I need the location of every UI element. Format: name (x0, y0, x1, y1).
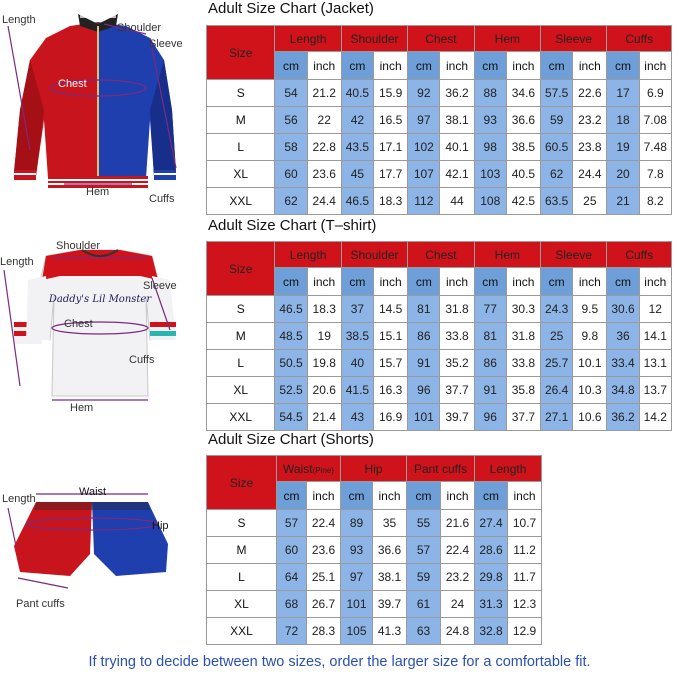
cm-value: 60 (275, 161, 307, 188)
cm-value: 96 (474, 404, 506, 431)
size-label: XXL (207, 404, 275, 431)
cm-value: 57.5 (541, 80, 573, 107)
cm-value: 108 (474, 188, 506, 215)
unit-cm: cm (541, 52, 573, 80)
inch-value: 41.3 (373, 618, 407, 645)
inch-value: 23.2 (573, 107, 607, 134)
unit-cm: cm (474, 268, 506, 296)
cm-value: 19 (607, 134, 639, 161)
cm-value: 68 (277, 591, 307, 618)
inch-value: 39.7 (440, 404, 474, 431)
jacket-label-length: Length (2, 14, 36, 26)
table-row (207, 591, 542, 618)
size-label: M (207, 537, 277, 564)
cm-value: 86 (474, 350, 506, 377)
cm-value: 40 (341, 350, 373, 377)
col-chest: Chest (408, 26, 474, 52)
cm-value: 88 (474, 80, 506, 107)
shorts-label-length: Length (2, 493, 36, 505)
table-row (207, 323, 672, 350)
unit-inch: inch (441, 482, 475, 510)
tshirt-label-length: Length (0, 256, 34, 268)
size-label: S (207, 510, 277, 537)
inch-value: 38.5 (506, 134, 540, 161)
inch-value: 40.1 (440, 134, 474, 161)
inch-value: 15.9 (374, 80, 408, 107)
tshirt-size-table (206, 241, 672, 431)
inch-value: 44 (440, 188, 474, 215)
inch-value: 22.6 (573, 80, 607, 107)
cm-value: 91 (408, 350, 440, 377)
inch-value: 23.2 (441, 564, 475, 591)
cm-value: 62 (275, 188, 307, 215)
inch-value: 18.3 (307, 296, 341, 323)
inch-value: 7.8 (639, 161, 671, 188)
unit-inch: inch (508, 482, 542, 510)
cm-value: 93 (341, 537, 373, 564)
inch-value: 22.4 (441, 537, 475, 564)
inch-value: 10.1 (573, 350, 607, 377)
cm-value: 48.5 (275, 323, 307, 350)
inch-value: 33.8 (506, 350, 540, 377)
size-label: XL (207, 161, 275, 188)
table-row (207, 537, 542, 564)
inch-value: 16.5 (374, 107, 408, 134)
table-row (207, 404, 672, 431)
shorts-chart-title: Adult Size Chart (Shorts) (208, 431, 374, 448)
cm-value: 102 (408, 134, 440, 161)
unit-cm: cm (607, 268, 639, 296)
cm-value: 60 (277, 537, 307, 564)
inch-value: 38.1 (373, 564, 407, 591)
cm-value: 97 (408, 107, 440, 134)
inch-value: 38.1 (440, 107, 474, 134)
jacket-label-chest: Chest (58, 78, 87, 90)
inch-value: 24.8 (441, 618, 475, 645)
inch-value: 8.2 (639, 188, 671, 215)
table-row (207, 107, 672, 134)
inch-value: 9.5 (573, 296, 607, 323)
inch-value: 14.5 (374, 296, 408, 323)
inch-value: 28.3 (307, 618, 341, 645)
size-label: M (207, 323, 275, 350)
col-sleeve: Sleeve (541, 26, 607, 52)
size-header: Size (207, 456, 277, 510)
cm-value: 91 (474, 377, 506, 404)
cm-value: 93 (474, 107, 506, 134)
inch-value: 22 (307, 107, 341, 134)
cm-value: 41.5 (341, 377, 373, 404)
cm-value: 92 (408, 80, 440, 107)
inch-value: 31.8 (506, 323, 540, 350)
cm-value: 107 (408, 161, 440, 188)
cm-value: 32.8 (475, 618, 508, 645)
tshirt-print-text: Daddy's Lil Monster (48, 294, 152, 305)
unit-inch: inch (506, 52, 540, 80)
cm-value: 45 (341, 161, 373, 188)
inch-value: 21.2 (307, 80, 341, 107)
inch-value: 33.8 (440, 323, 474, 350)
unit-inch: inch (639, 268, 671, 296)
cm-value: 59 (541, 107, 573, 134)
col-length: Length (275, 26, 341, 52)
inch-value: 17.1 (374, 134, 408, 161)
unit-cm: cm (341, 482, 373, 510)
inch-value: 14.2 (639, 404, 671, 431)
table-row (207, 618, 542, 645)
inch-value: 15.1 (374, 323, 408, 350)
unit-inch: inch (374, 268, 408, 296)
cm-value: 46.5 (341, 188, 373, 215)
cm-value: 57 (277, 510, 307, 537)
inch-value: 26.7 (307, 591, 341, 618)
cm-value: 105 (341, 618, 373, 645)
cm-value: 112 (408, 188, 440, 215)
cm-value: 24.3 (541, 296, 573, 323)
table-row (207, 134, 672, 161)
cm-value: 25.7 (541, 350, 573, 377)
table-row (207, 350, 672, 377)
inch-value: 11.7 (508, 564, 542, 591)
inch-value: 36.6 (506, 107, 540, 134)
cm-value: 86 (408, 323, 440, 350)
inch-value: 21.6 (441, 510, 475, 537)
inch-value: 24.4 (573, 161, 607, 188)
cm-value: 97 (341, 564, 373, 591)
inch-value: 16.9 (374, 404, 408, 431)
cm-value: 81 (474, 323, 506, 350)
size-label: M (207, 107, 275, 134)
cm-value: 40.5 (341, 80, 373, 107)
cm-value: 43.5 (341, 134, 373, 161)
size-header: Size (207, 242, 275, 296)
col-shoulder: Shoulder (341, 26, 407, 52)
unit-cm: cm (341, 268, 373, 296)
cm-value: 58 (275, 134, 307, 161)
inch-value: 15.7 (374, 350, 408, 377)
cm-value: 17 (607, 80, 639, 107)
table-row (207, 296, 672, 323)
unit-inch: inch (573, 268, 607, 296)
unit-inch: inch (373, 482, 407, 510)
unit-cm: cm (275, 268, 307, 296)
col-hip: Hip (341, 456, 407, 482)
shorts-red-half (14, 502, 92, 576)
table-row (207, 510, 542, 537)
cm-value: 63.5 (541, 188, 573, 215)
cm-value: 46.5 (275, 296, 307, 323)
unit-row (207, 52, 672, 80)
cm-value: 30.6 (607, 296, 639, 323)
unit-inch: inch (440, 268, 474, 296)
col-hem: Hem (474, 26, 540, 52)
unit-cm: cm (341, 52, 373, 80)
unit-cm: cm (475, 482, 508, 510)
inch-value: 6.9 (639, 80, 671, 107)
inch-value: 12.3 (508, 591, 542, 618)
inch-value: 7.08 (639, 107, 671, 134)
cm-value: 72 (277, 618, 307, 645)
inch-value: 25 (573, 188, 607, 215)
inch-value: 14.1 (639, 323, 671, 350)
unit-inch: inch (440, 52, 474, 80)
tshirt-label-cuffs: Cuffs (129, 354, 155, 366)
inch-value: 35 (373, 510, 407, 537)
cm-value: 33.4 (607, 350, 639, 377)
unit-inch: inch (374, 52, 408, 80)
col-cuffs: Cuffs (607, 242, 672, 268)
inch-value: 7.48 (639, 134, 671, 161)
cm-value: 54.5 (275, 404, 307, 431)
jacket-label-cuffs: Cuffs (149, 193, 175, 205)
inch-value: 22.8 (307, 134, 341, 161)
cm-value: 52.5 (275, 377, 307, 404)
shorts-label-pant-cuffs: Pant cuffs (16, 598, 65, 610)
tshirt-chart-title: Adult Size Chart (T–shirt) (208, 217, 377, 234)
cm-value: 18 (607, 107, 639, 134)
size-label: S (207, 80, 275, 107)
col-length: Length (275, 242, 341, 268)
size-label: XXL (207, 188, 275, 215)
size-label: L (207, 134, 275, 161)
col-sleeve: Sleeve (541, 242, 607, 268)
cm-value: 61 (407, 591, 441, 618)
cm-value: 57 (407, 537, 441, 564)
unit-inch: inch (573, 52, 607, 80)
col-shoulder: Shoulder (341, 242, 407, 268)
inch-value: 10.7 (508, 510, 542, 537)
table-row (207, 564, 542, 591)
unit-inch: inch (307, 482, 341, 510)
inch-value: 24 (441, 591, 475, 618)
inch-value: 23.8 (573, 134, 607, 161)
size-label: XL (207, 591, 277, 618)
cm-value: 96 (408, 377, 440, 404)
size-label: S (207, 296, 275, 323)
cm-value: 36.2 (607, 404, 639, 431)
size-label: XXL (207, 618, 277, 645)
cm-value: 38.5 (341, 323, 373, 350)
inch-value: 42.1 (440, 161, 474, 188)
unit-cm: cm (275, 52, 307, 80)
cm-value: 50.5 (275, 350, 307, 377)
inch-value: 11.2 (508, 537, 542, 564)
inch-value: 36.2 (440, 80, 474, 107)
size-label: L (207, 564, 277, 591)
cm-value: 56 (275, 107, 307, 134)
cm-value: 89 (341, 510, 373, 537)
cm-value: 101 (408, 404, 440, 431)
unit-cm: cm (277, 482, 307, 510)
tshirt-label-shoulder: Shoulder (56, 240, 101, 252)
inch-value: 25.1 (307, 564, 341, 591)
cm-value: 55 (407, 510, 441, 537)
inch-value: 22.4 (307, 510, 341, 537)
shorts-blue-half (92, 502, 168, 576)
unit-cm: cm (408, 268, 440, 296)
inch-value: 13.1 (639, 350, 671, 377)
cm-value: 54 (275, 80, 307, 107)
inch-value: 23.6 (307, 537, 341, 564)
col-waist: Waist(Pine) (277, 456, 341, 482)
col-hem: Hem (474, 242, 540, 268)
unit-inch: inch (307, 52, 341, 80)
inch-value: 18.3 (374, 188, 408, 215)
jacket-illustration (0, 0, 200, 212)
inch-value: 10.3 (573, 377, 607, 404)
inch-value: 24.4 (307, 188, 341, 215)
inch-value: 17.7 (374, 161, 408, 188)
inch-value: 19 (307, 323, 341, 350)
cm-value: 27.4 (475, 510, 508, 537)
inch-value: 21.4 (307, 404, 341, 431)
cm-value: 60.5 (541, 134, 573, 161)
size-header: Size (207, 26, 275, 80)
cm-value: 27.1 (541, 404, 573, 431)
col-cuffs: Cuffs (607, 26, 672, 52)
cm-value: 98 (474, 134, 506, 161)
shorts-size-table (206, 455, 542, 645)
inch-value: 20.6 (307, 377, 341, 404)
shorts-label-waist: Waist (79, 486, 107, 498)
cm-value: 42 (341, 107, 373, 134)
col-chest: Chest (408, 242, 474, 268)
table-row (207, 188, 672, 215)
unit-inch: inch (639, 52, 671, 80)
tshirt-label-chest: Chest (64, 318, 93, 330)
unit-inch: inch (307, 268, 341, 296)
inch-value: 12.9 (508, 618, 542, 645)
inch-value: 36.6 (373, 537, 407, 564)
tshirt-label-sleeve: Sleeve (143, 280, 177, 292)
inch-value: 39.7 (373, 591, 407, 618)
inch-value: 13.7 (639, 377, 671, 404)
jacket-label-shoulder: Shoulder (117, 22, 162, 34)
cm-value: 81 (408, 296, 440, 323)
unit-cm: cm (408, 52, 440, 80)
inch-value: 37.7 (440, 377, 474, 404)
unit-cm: cm (607, 52, 639, 80)
inch-value: 10.6 (573, 404, 607, 431)
cm-value: 34.8 (607, 377, 639, 404)
inch-value: 37.7 (506, 404, 540, 431)
cm-value: 20 (607, 161, 639, 188)
cm-value: 77 (474, 296, 506, 323)
size-label: L (207, 350, 275, 377)
cm-value: 21 (607, 188, 639, 215)
table-row (207, 80, 672, 107)
cm-value: 62 (541, 161, 573, 188)
unit-cm: cm (474, 52, 506, 80)
cm-value: 103 (474, 161, 506, 188)
cm-value: 36 (607, 323, 639, 350)
table-row (207, 161, 672, 188)
jacket-label-hem: Hem (86, 186, 110, 198)
unit-row (207, 268, 672, 296)
inch-value: 16.3 (374, 377, 408, 404)
inch-value: 23.6 (307, 161, 341, 188)
inch-value: 35.2 (440, 350, 474, 377)
cm-value: 63 (407, 618, 441, 645)
cm-value: 37 (341, 296, 373, 323)
col-length: Length (475, 456, 542, 482)
cm-value: 28.6 (475, 537, 508, 564)
jacket-size-table (206, 25, 672, 215)
unit-cm: cm (541, 268, 573, 296)
inch-value: 19.8 (307, 350, 341, 377)
shorts-label-hip: Hip (152, 520, 169, 532)
jacket-chart-title: Adult Size Chart (Jacket) (208, 0, 374, 17)
inch-value: 35.8 (506, 377, 540, 404)
unit-inch: inch (506, 268, 540, 296)
col-pant-cuffs: Pant cuffs (407, 456, 475, 482)
inch-value: 31.8 (440, 296, 474, 323)
cm-value: 59 (407, 564, 441, 591)
inch-value: 30.3 (506, 296, 540, 323)
size-label: XL (207, 377, 275, 404)
cm-value: 26.4 (541, 377, 573, 404)
table-row (207, 377, 672, 404)
inch-value: 40.5 (506, 161, 540, 188)
tshirt-label-hem: Hem (70, 402, 94, 414)
jacket-label-sleeve: Sleeve (149, 38, 183, 50)
inch-value: 42.5 (506, 188, 540, 215)
cm-value: 31.3 (475, 591, 508, 618)
cm-value: 25 (541, 323, 573, 350)
inch-value: 34.6 (506, 80, 540, 107)
inch-value: 12 (639, 296, 671, 323)
inch-value: 9.8 (573, 323, 607, 350)
cm-value: 64 (277, 564, 307, 591)
footer-note: If trying to decide between two sizes, order the larger size for a comfortable fit. (88, 654, 591, 670)
cm-value: 101 (341, 591, 373, 618)
cm-value: 29.8 (475, 564, 508, 591)
cm-value: 43 (341, 404, 373, 431)
unit-cm: cm (407, 482, 441, 510)
